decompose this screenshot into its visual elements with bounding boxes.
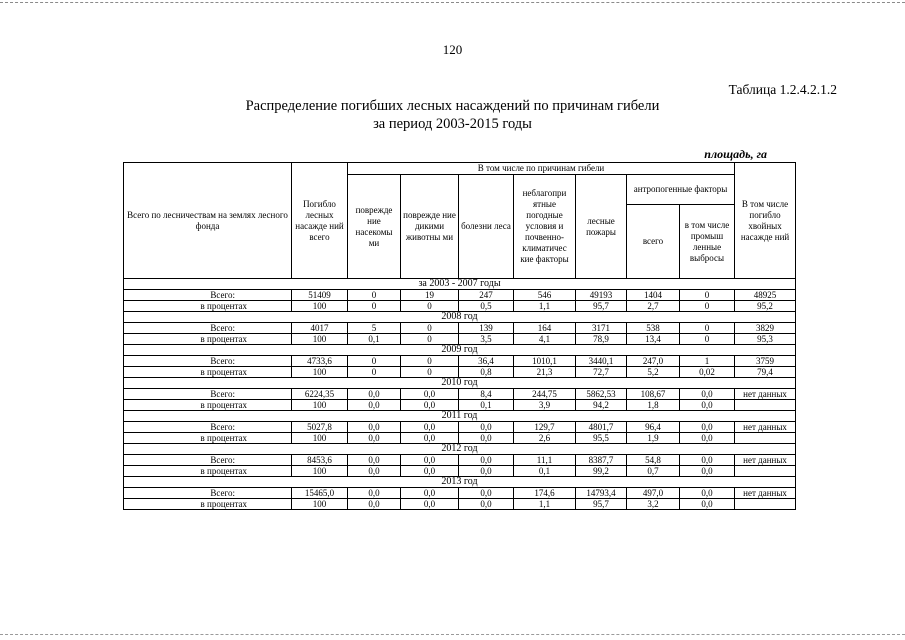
table-cell: 5862,53 bbox=[576, 389, 627, 400]
table-cell: 78,9 bbox=[576, 334, 627, 345]
table-cell: 21,3 bbox=[514, 367, 576, 378]
table-cell: 0,0 bbox=[348, 433, 401, 444]
header-animals: поврежде ние дикими животны ми bbox=[401, 175, 459, 279]
units-label: площадь, га bbox=[704, 147, 767, 161]
table-cell: 497,0 bbox=[627, 488, 680, 499]
table-cell: 99,2 bbox=[576, 466, 627, 477]
row-label: Всего: bbox=[124, 455, 292, 466]
section-row bbox=[124, 312, 796, 323]
table-cell: 0 bbox=[680, 301, 735, 312]
table-cell: 0,0 bbox=[348, 488, 401, 499]
row-label: в процентах bbox=[124, 367, 292, 378]
row-label: Всего: bbox=[124, 356, 292, 367]
table-cell: 36,4 bbox=[459, 356, 514, 367]
table-cell: 4733,6 bbox=[292, 356, 348, 367]
table-row bbox=[124, 290, 796, 301]
table-cell: 0,1 bbox=[514, 466, 576, 477]
table-cell: 0,0 bbox=[459, 466, 514, 477]
table-cell: 3,9 bbox=[514, 400, 576, 411]
row-label: в процентах bbox=[124, 466, 292, 477]
table-cell: 79,4 bbox=[735, 367, 796, 378]
table-cell: 0 bbox=[348, 290, 401, 301]
table-cell: 2,6 bbox=[514, 433, 576, 444]
table-cell: 100 bbox=[292, 400, 348, 411]
section-row bbox=[124, 444, 796, 455]
table-cell: 0,0 bbox=[680, 433, 735, 444]
table-cell: 0 bbox=[348, 367, 401, 378]
table-cell: нет данных bbox=[735, 422, 796, 433]
table-cell: 0,0 bbox=[459, 499, 514, 510]
title-line-2: за период 2003-2015 годы bbox=[373, 116, 532, 132]
table-cell: 2,7 bbox=[627, 301, 680, 312]
table-cell: 244,75 bbox=[514, 389, 576, 400]
top-scan-edge bbox=[0, 2, 905, 3]
table-cell: 0,0 bbox=[348, 389, 401, 400]
section-title: 2013 год bbox=[124, 477, 796, 488]
table-cell: 0,0 bbox=[680, 488, 735, 499]
table-cell: 1,8 bbox=[627, 400, 680, 411]
table-cell: 0 bbox=[680, 323, 735, 334]
table-cell: 5,2 bbox=[627, 367, 680, 378]
header-region: Всего по лесничествам на землях лесного фонда bbox=[124, 163, 292, 279]
table-cell: 0,0 bbox=[459, 455, 514, 466]
table-cell: 0,0 bbox=[348, 455, 401, 466]
table-cell: 0,0 bbox=[348, 466, 401, 477]
table-row bbox=[124, 433, 796, 444]
table-cell: нет данных bbox=[735, 488, 796, 499]
table-cell: 0,0 bbox=[459, 422, 514, 433]
table-cell bbox=[735, 499, 796, 510]
table-cell: 0,02 bbox=[680, 367, 735, 378]
table-cell: 0,1 bbox=[459, 400, 514, 411]
table-cell: 95,2 bbox=[735, 301, 796, 312]
row-label: в процентах bbox=[124, 499, 292, 510]
table-cell: 1010,1 bbox=[514, 356, 576, 367]
section-title: 2008 год bbox=[124, 312, 796, 323]
table-cell: 1,9 bbox=[627, 433, 680, 444]
table-cell: 0,0 bbox=[680, 466, 735, 477]
table-cell: 14793,4 bbox=[576, 488, 627, 499]
table-cell: 0,0 bbox=[401, 389, 459, 400]
section-title: 2010 год bbox=[124, 378, 796, 389]
table-cell: 139 bbox=[459, 323, 514, 334]
table-row bbox=[124, 356, 796, 367]
table-cell: 6224,35 bbox=[292, 389, 348, 400]
table-cell: 4801,7 bbox=[576, 422, 627, 433]
table-row bbox=[124, 455, 796, 466]
table-row bbox=[124, 301, 796, 312]
forest-loss-table bbox=[123, 162, 796, 510]
table-cell: 0,1 bbox=[348, 334, 401, 345]
table-cell: 247 bbox=[459, 290, 514, 301]
table-cell: 0,0 bbox=[401, 422, 459, 433]
row-label: Всего: bbox=[124, 488, 292, 499]
table-cell: 4017 bbox=[292, 323, 348, 334]
section-title: 2009 год bbox=[124, 345, 796, 356]
table-cell: 48925 bbox=[735, 290, 796, 301]
table-row bbox=[124, 400, 796, 411]
header-diseases: болезни леса bbox=[459, 175, 514, 279]
table-cell: 95,7 bbox=[576, 301, 627, 312]
table-cell: 0,0 bbox=[401, 455, 459, 466]
table-cell: 3829 bbox=[735, 323, 796, 334]
table-cell: 0,0 bbox=[680, 499, 735, 510]
table-row bbox=[124, 334, 796, 345]
row-label: в процентах bbox=[124, 301, 292, 312]
table-cell: 95,7 bbox=[576, 499, 627, 510]
table-cell bbox=[735, 466, 796, 477]
row-label: Всего: bbox=[124, 422, 292, 433]
table-cell: 100 bbox=[292, 433, 348, 444]
section-row bbox=[124, 279, 796, 290]
table-cell: 51409 bbox=[292, 290, 348, 301]
table-cell: 3,5 bbox=[459, 334, 514, 345]
table-cell: 5 bbox=[348, 323, 401, 334]
table-cell: 8,4 bbox=[459, 389, 514, 400]
section-title: 2012 год bbox=[124, 444, 796, 455]
table-cell: 100 bbox=[292, 367, 348, 378]
table-cell: 0,0 bbox=[680, 400, 735, 411]
table-row bbox=[124, 499, 796, 510]
table-cell: 0 bbox=[348, 356, 401, 367]
table-cell: 1,1 bbox=[514, 301, 576, 312]
row-label: в процентах bbox=[124, 433, 292, 444]
table-body bbox=[124, 279, 796, 510]
table-cell: 108,67 bbox=[627, 389, 680, 400]
table-cell: 247,0 bbox=[627, 356, 680, 367]
table-cell: 0,0 bbox=[401, 499, 459, 510]
header-conifer: В том числе погибло хвойных насажде ний bbox=[735, 163, 796, 279]
header-anthro-industrial: в том числе промыш ленные выбросы bbox=[680, 205, 735, 279]
table-cell: 0 bbox=[401, 367, 459, 378]
table-cell: 0 bbox=[401, 356, 459, 367]
table-cell: 95,3 bbox=[735, 334, 796, 345]
table-cell: 0 bbox=[348, 301, 401, 312]
table-row bbox=[124, 389, 796, 400]
table-cell: 0 bbox=[401, 301, 459, 312]
table-cell: 3,2 bbox=[627, 499, 680, 510]
table-row bbox=[124, 466, 796, 477]
header-total-dead: Погибло лесных насажде ний всего bbox=[292, 163, 348, 279]
table-cell: 0 bbox=[401, 323, 459, 334]
table-cell: 546 bbox=[514, 290, 576, 301]
table-cell: 0,0 bbox=[401, 433, 459, 444]
table-cell: 1 bbox=[680, 356, 735, 367]
table-cell: 1404 bbox=[627, 290, 680, 301]
table-cell: 0,0 bbox=[680, 389, 735, 400]
table-cell: 100 bbox=[292, 301, 348, 312]
header-by-causes: В том числе по причинам гибели bbox=[348, 163, 735, 175]
row-label: Всего: bbox=[124, 290, 292, 301]
table-row bbox=[124, 488, 796, 499]
table-cell: 100 bbox=[292, 466, 348, 477]
table-cell: 0,0 bbox=[459, 433, 514, 444]
table-cell: 0,0 bbox=[459, 488, 514, 499]
table-cell: 174,6 bbox=[514, 488, 576, 499]
table-cell: 129,7 bbox=[514, 422, 576, 433]
table-cell: 49193 bbox=[576, 290, 627, 301]
table-cell: нет данных bbox=[735, 389, 796, 400]
table-cell: 5027,8 bbox=[292, 422, 348, 433]
table-number: Таблица 1.2.4.2.1.2 bbox=[728, 82, 837, 97]
table-cell: 96,4 bbox=[627, 422, 680, 433]
table-cell: 0,7 bbox=[627, 466, 680, 477]
header-fires: лесные пожары bbox=[576, 175, 627, 279]
table-cell: 0,0 bbox=[348, 422, 401, 433]
row-label: Всего: bbox=[124, 323, 292, 334]
table-cell: нет данных bbox=[735, 455, 796, 466]
table-row bbox=[124, 422, 796, 433]
row-label: в процентах bbox=[124, 334, 292, 345]
header-weather: неблагопри ятные погодные условия и почвенно-климатичес кие факторы bbox=[514, 175, 576, 279]
section-title: за 2003 - 2007 годы bbox=[124, 279, 796, 290]
bottom-scan-edge bbox=[0, 634, 905, 635]
table-cell: 3171 bbox=[576, 323, 627, 334]
table-cell: 0,0 bbox=[401, 488, 459, 499]
table-cell: 13,4 bbox=[627, 334, 680, 345]
table-cell: 94,2 bbox=[576, 400, 627, 411]
table-cell: 0,5 bbox=[459, 301, 514, 312]
table-cell: 0,0 bbox=[348, 499, 401, 510]
table-cell: 0,8 bbox=[459, 367, 514, 378]
table-cell: 8453,6 bbox=[292, 455, 348, 466]
table-cell: 100 bbox=[292, 499, 348, 510]
table-cell: 0,0 bbox=[680, 422, 735, 433]
table-cell: 3759 bbox=[735, 356, 796, 367]
table-cell: 11,1 bbox=[514, 455, 576, 466]
table-cell: 0 bbox=[680, 290, 735, 301]
section-title: 2011 год bbox=[124, 411, 796, 422]
table-cell: 1,1 bbox=[514, 499, 576, 510]
table-cell: 164 bbox=[514, 323, 576, 334]
section-row bbox=[124, 345, 796, 356]
table-cell: 0,0 bbox=[401, 400, 459, 411]
table-cell bbox=[735, 433, 796, 444]
table-row bbox=[124, 323, 796, 334]
table-row bbox=[124, 367, 796, 378]
table-cell: 19 bbox=[401, 290, 459, 301]
table-cell: 0 bbox=[680, 334, 735, 345]
table-cell: 54,8 bbox=[627, 455, 680, 466]
header-anthropogenic: антропогенные факторы bbox=[627, 175, 735, 205]
row-label: Всего: bbox=[124, 389, 292, 400]
table-cell: 0,0 bbox=[348, 400, 401, 411]
table-cell: 8387,7 bbox=[576, 455, 627, 466]
table-cell: 0,0 bbox=[680, 455, 735, 466]
table-cell: 538 bbox=[627, 323, 680, 334]
document-title bbox=[0, 97, 905, 133]
table-cell: 100 bbox=[292, 334, 348, 345]
header-anthro-total: всего bbox=[627, 205, 680, 279]
table-cell: 0 bbox=[401, 334, 459, 345]
page-number: 120 bbox=[442, 42, 463, 57]
table-cell: 72,7 bbox=[576, 367, 627, 378]
table-cell: 4,1 bbox=[514, 334, 576, 345]
table-cell bbox=[735, 400, 796, 411]
table-cell: 0,0 bbox=[401, 466, 459, 477]
section-row bbox=[124, 378, 796, 389]
header-insects: поврежде ние насекомы ми bbox=[348, 175, 401, 279]
title-line-1: Распределение погибших лесных насаждений по причинам гибели bbox=[245, 98, 660, 114]
row-label: в процентах bbox=[124, 400, 292, 411]
table-header bbox=[124, 163, 796, 279]
section-row bbox=[124, 477, 796, 488]
table-cell: 3440,1 bbox=[576, 356, 627, 367]
table-cell: 95,5 bbox=[576, 433, 627, 444]
table-cell: 15465,0 bbox=[292, 488, 348, 499]
section-row bbox=[124, 411, 796, 422]
